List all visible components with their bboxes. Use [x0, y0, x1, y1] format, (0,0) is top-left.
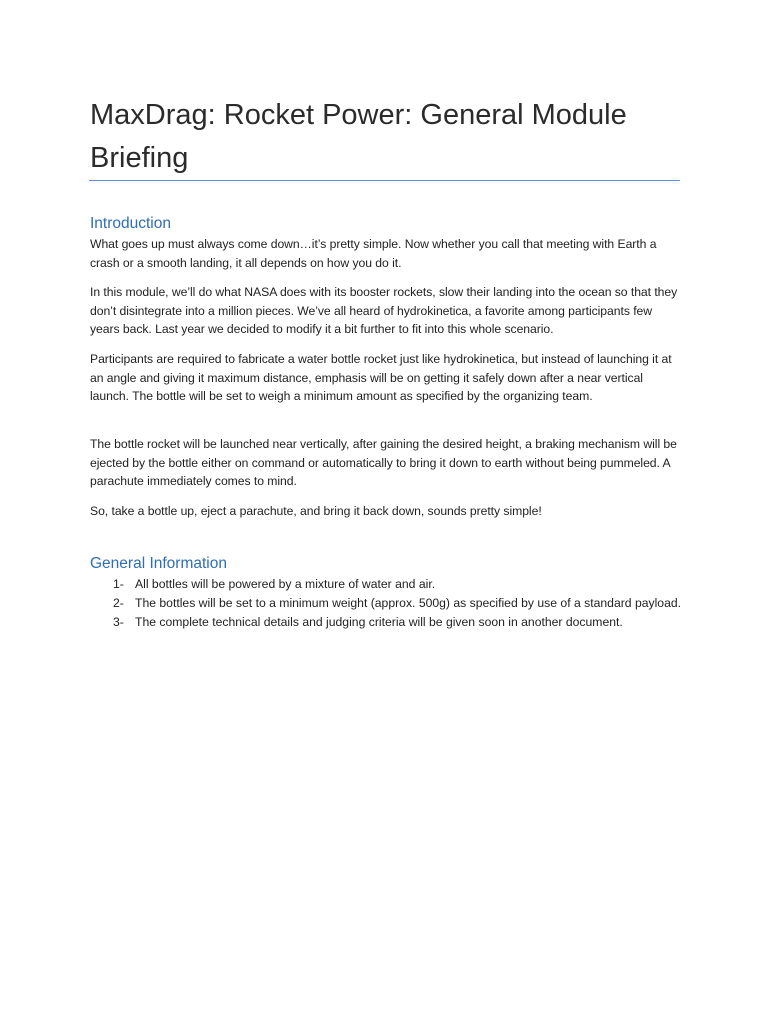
introduction-heading: Introduction [90, 215, 171, 232]
intro-paragraph-3: Participants are required to fabricate a water bottle rocket just like hydrokinetica, but instead of launching it at an angle and giving it maximum distance, emphasis will be on getting it safely down after a near vertical launch. The bottle will be set to weigh a minimum amount as specified by the organizing team. [90, 352, 672, 404]
list-item-number: 2- [113, 596, 124, 611]
intro-paragraph-1: What goes up must always come down…it’s pretty simple. Now whether you call that meeting with Earth a crash or a smooth landing, it all depends on how you do it. [90, 237, 657, 270]
intro-paragraph-2: In this module, we’ll do what NASA does with its booster rockets, slow their landing into the ocean so that they don’t disintegrate into a million pieces. We’ve all heard of hydrokinetica, a favorite among participants few years back. Last year we decided to modify it a bit further to fit into this whole scenario. [90, 285, 678, 337]
list-item-number: 3- [113, 615, 124, 630]
list-item [90, 575, 682, 594]
list-item [90, 594, 682, 613]
list-item-number: 1- [113, 577, 124, 591]
intro-paragraph-5: So, take a bottle up, eject a parachute, and bring it back down, sounds pretty simple! [90, 504, 542, 518]
document-title: MaxDrag: Rocket Power: General Module Briefing [90, 99, 627, 174]
general-information-list [90, 575, 682, 633]
general-information-heading: General Information [90, 555, 227, 572]
intro-paragraph-4: The bottle rocket will be launched near vertically, after gaining the desired height, a braking mechanism will be ejected by the bottle either on command or automatically to bring it down to earth without being pummeled. A parachute immediately comes to mind. [90, 437, 677, 489]
list-item-text: The bottles will be set to a minimum weight (approx. 500g) as specified by use of a standard payload. [135, 596, 682, 611]
title-underline-rule [89, 180, 680, 181]
list-item-text: The complete technical details and judging criteria will be given soon in another document. [135, 615, 623, 630]
list-item [90, 613, 682, 632]
list-item-text: All bottles will be powered by a mixture of water and air. [135, 577, 436, 591]
